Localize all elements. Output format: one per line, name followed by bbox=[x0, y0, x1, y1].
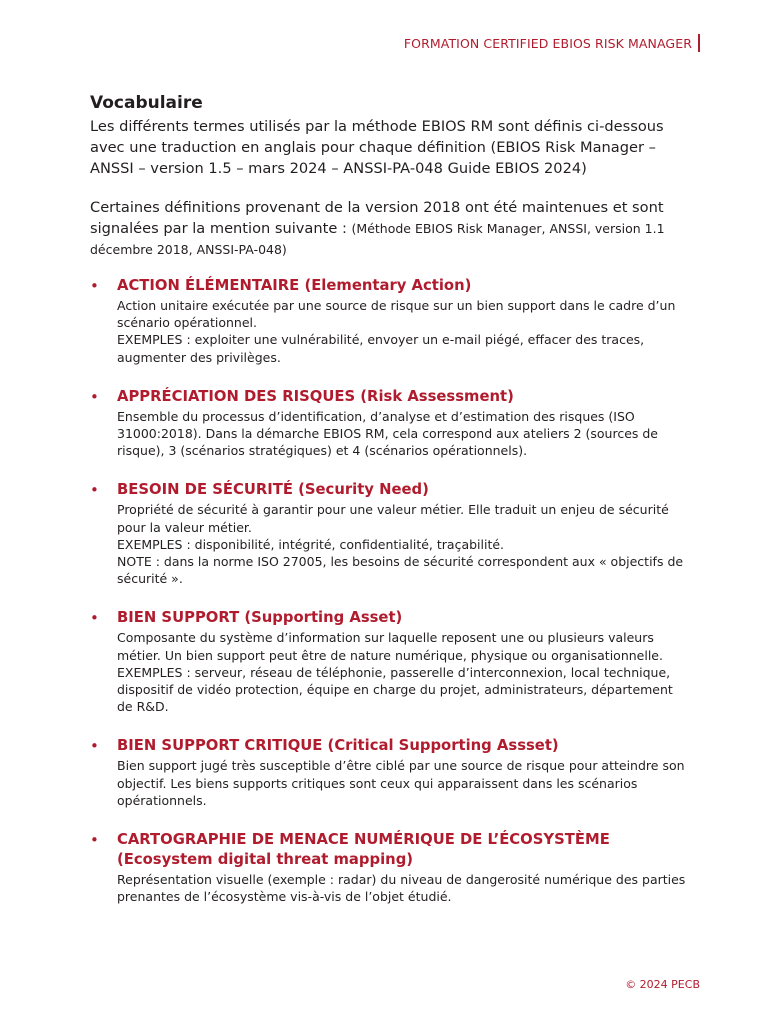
term-heading: BESOIN DE SÉCURITÉ (Security Need) bbox=[117, 481, 429, 499]
bullet-icon: • bbox=[90, 277, 99, 295]
definition-line: Bien support jugé très susceptible d’être ciblé par une source de risque pour atteindre son objectif. Les biens supports critiques sont ceux qui apparaissent dans les scénarios opérationnels. bbox=[117, 758, 685, 808]
term-definition bbox=[117, 871, 690, 905]
definition-line: EXEMPLES : exploiter une vulnérabilité, envoyer un e-mail piégé, effacer des traces, augmenter des privilèges. bbox=[117, 332, 645, 365]
term-heading: APPRÉCIATION DES RISQUES (Risk Assessment) bbox=[117, 387, 514, 405]
definition-line: Ensemble du processus d’identification, d’analyse et d’estimation des risques (ISO 31000:2018). Dans la démarche EBIOS RM, cela correspond aux ateliers 2 (sources de risque), 3 (scénarios stratégiques) et 4 (scénarios opérationnels). bbox=[117, 408, 658, 459]
definition-line: Représentation visuelle (exemple : radar) du niveau de dangerosité numérique des parties prenantes de l’écosystème vis-à-vis de l’objet étudié. bbox=[117, 872, 686, 905]
intro-paragraph: Les différents termes utilisés par la méthode EBIOS RM sont définis ci-dessous avec une traduction en anglais pour chaque définition (EBIOS Risk Manager – ANSSI – version 1.5 – mars 2024 – ANSSI-PA-048 Guide EBIOS 2024) bbox=[90, 118, 664, 177]
term-definition bbox=[117, 501, 690, 587]
list-item bbox=[90, 276, 690, 366]
running-header bbox=[404, 34, 700, 52]
intro-note-paragraph bbox=[90, 197, 690, 260]
definition-line: EXEMPLES : serveur, réseau de téléphonie, passerelle d’interconnexion, local technique, dispositif de vidéo protection, équipe en charge du projet, administrateurs, département de R&D. bbox=[117, 664, 673, 715]
term-heading: BIEN SUPPORT (Supporting Asset) bbox=[117, 609, 403, 627]
page-title: Vocabulaire bbox=[90, 93, 203, 113]
definition-line: Action unitaire exécutée par une source de risque sur un bien support dans le cadre d’un scénario opérationnel. bbox=[117, 298, 676, 331]
term-definition bbox=[117, 297, 690, 366]
bullet-icon: • bbox=[90, 387, 99, 406]
intro-note-text: Certaines définitions provenant de la version 2018 ont été maintenues et sont signalées par la mention suivante : bbox=[90, 199, 664, 237]
term-list bbox=[90, 276, 690, 905]
bullet-icon: • bbox=[90, 609, 99, 628]
term-definition bbox=[117, 408, 690, 460]
list-item bbox=[90, 830, 690, 905]
header-bar bbox=[698, 34, 700, 52]
copyright-footer: © 2024 PECB bbox=[625, 978, 700, 991]
term-heading: CARTOGRAPHIE DE MENACE NUMÉRIQUE DE L’ÉCOSYSTÈME (Ecosystem digital threat mapping) bbox=[117, 831, 610, 869]
list-item bbox=[90, 736, 690, 809]
definition-line: Propriété de sécurité à garantir pour une valeur métier. Elle traduit un enjeu de sécurité pour la valeur métier. bbox=[117, 502, 669, 535]
list-item bbox=[90, 608, 690, 715]
term-heading: ACTION ÉLÉMENTAIRE (Elementary Action) bbox=[117, 277, 472, 294]
term-heading: BIEN SUPPORT CRITIQUE (Critical Supporting Assset) bbox=[117, 737, 559, 755]
main-content bbox=[90, 92, 690, 926]
list-item bbox=[90, 480, 690, 587]
list-item bbox=[90, 387, 690, 460]
bullet-icon: • bbox=[90, 831, 99, 850]
term-definition bbox=[117, 629, 690, 715]
definition-line: EXEMPLES : disponibilité, intégrité, confidentialité, traçabilité. bbox=[117, 536, 505, 552]
definition-line: NOTE : dans la norme ISO 27005, les besoins de sécurité correspondent aux « objectifs de sécurité ». bbox=[117, 554, 684, 587]
term-definition bbox=[117, 757, 690, 809]
header-text: FORMATION CERTIFIED EBIOS RISK MANAGER bbox=[403, 35, 692, 51]
definition-line: Composante du système d’information sur laquelle reposent une ou plusieurs valeurs métier. Un bien support peut être de nature numérique, physique ou organisationnelle. bbox=[117, 630, 663, 663]
intro-note-reference: (Méthode EBIOS Risk Manager, ANSSI, version 1.1 décembre 2018, ANSSI-PA-048) bbox=[90, 221, 665, 257]
bullet-icon: • bbox=[90, 737, 99, 756]
bullet-icon: • bbox=[90, 481, 99, 500]
